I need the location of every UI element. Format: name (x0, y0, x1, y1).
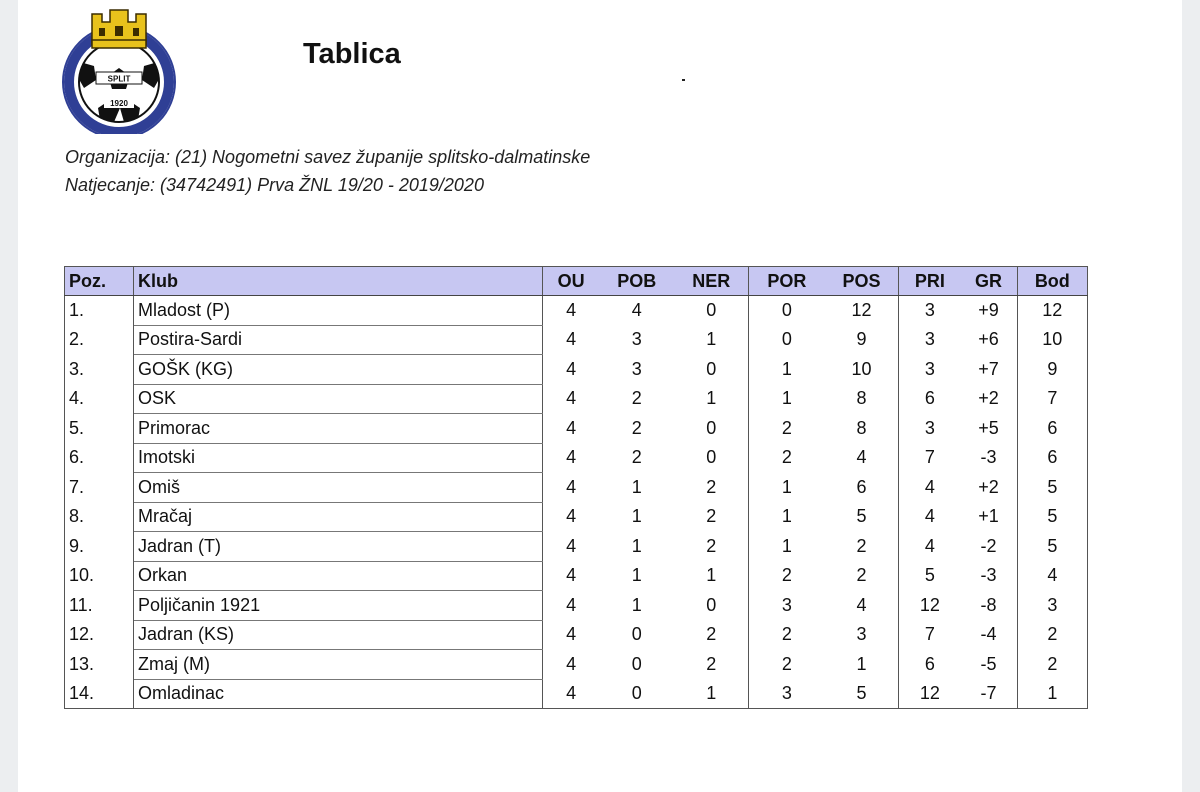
cell-bod: 6 (1047, 417, 1058, 438)
cell-poz: 11. (65, 591, 134, 621)
cell-por: 2 (781, 624, 792, 645)
table-row (65, 384, 1088, 414)
cell-klub: Jadran (KS) (134, 620, 543, 650)
cell-ou: 4 (566, 329, 577, 350)
cell-gr: -3 (960, 561, 1017, 591)
cell-bod: 9 (1047, 358, 1058, 379)
cell-pob: 4 (631, 300, 642, 320)
cell-pob: 3 (631, 329, 642, 350)
cell-pos: 5 (825, 502, 899, 532)
cell-por: 2 (781, 565, 792, 586)
cell-ou: 4 (566, 358, 577, 379)
cell-gr: -7 (960, 679, 1017, 709)
cell-bod: 5 (1047, 506, 1058, 527)
cell-gr: +1 (960, 502, 1017, 532)
cell-pri: 3 (924, 417, 935, 438)
standings-table (64, 266, 1088, 709)
cell-poz: 4. (65, 384, 134, 414)
cell-gr: +2 (960, 384, 1017, 414)
table-row (65, 532, 1088, 562)
cell-klub: Mladost (P) (134, 296, 543, 326)
cell-pri: 4 (924, 506, 935, 527)
cell-ou: 4 (566, 535, 577, 556)
cell-gr: +2 (960, 473, 1017, 503)
cell-poz: 13. (65, 650, 134, 680)
cell-klub: Omiš (134, 473, 543, 503)
cell-por: 2 (781, 653, 792, 674)
table-row (65, 355, 1088, 385)
cell-ou: 4 (566, 447, 577, 468)
cell-klub: Postira-Sardi (134, 325, 543, 355)
col-header-ou: OU (543, 267, 600, 296)
cell-por: 2 (781, 417, 792, 438)
logo-text-top: SPLIT (107, 74, 131, 84)
cell-klub: GOŠK (KG) (134, 355, 543, 385)
cell-klub: Zmaj (M) (134, 650, 543, 680)
cell-klub: Imotski (134, 443, 543, 473)
cell-ou: 4 (566, 565, 577, 586)
cell-por: 2 (781, 447, 792, 468)
cell-poz: 5. (65, 414, 134, 444)
cell-ou: 4 (566, 388, 577, 409)
col-header-poz: Poz. (65, 267, 134, 296)
table-row (65, 502, 1088, 532)
cell-gr: +5 (960, 414, 1017, 444)
cell-pri: 12 (919, 683, 940, 703)
logo-text-year: 1920 (110, 99, 128, 108)
cell-bod: 10 (1042, 329, 1063, 350)
table-row (65, 325, 1088, 355)
cell-por: 0 (781, 300, 792, 320)
cell-pob: 2 (631, 417, 642, 438)
cell-pos: 10 (825, 355, 899, 385)
cell-pob: 2 (631, 388, 642, 409)
cell-bod: 2 (1047, 624, 1058, 645)
cell-pri: 6 (924, 388, 935, 409)
cell-ou: 4 (566, 594, 577, 615)
cell-pos: 8 (825, 384, 899, 414)
cell-pos: 2 (825, 561, 899, 591)
cell-gr: +6 (960, 325, 1017, 355)
cell-pos: 3 (825, 620, 899, 650)
cell-klub: Orkan (134, 561, 543, 591)
col-header-pob: POB (599, 267, 674, 296)
cell-poz: 12. (65, 620, 134, 650)
cell-pri: 3 (924, 300, 935, 320)
cell-gr: -8 (960, 591, 1017, 621)
cell-poz: 1. (65, 296, 134, 326)
cell-ner: 0 (674, 296, 748, 326)
cell-pos: 8 (825, 414, 899, 444)
cell-pob: 0 (631, 624, 642, 645)
cell-pob: 0 (631, 683, 642, 703)
cell-pob: 1 (631, 506, 642, 527)
table-header-row (65, 267, 1088, 296)
page-title: Tablica (303, 38, 401, 70)
cell-bod: 7 (1047, 388, 1058, 409)
cell-ner: 2 (674, 532, 748, 562)
cell-pob: 1 (631, 594, 642, 615)
cell-ner: 1 (674, 384, 748, 414)
cell-ner: 0 (674, 591, 748, 621)
cell-pos: 12 (825, 296, 899, 326)
cell-por: 1 (781, 506, 792, 527)
cell-pri: 5 (924, 565, 935, 586)
cell-pos: 5 (825, 679, 899, 709)
cell-poz: 8. (65, 502, 134, 532)
cell-klub: Jadran (T) (134, 532, 543, 562)
cell-por: 1 (781, 388, 792, 409)
cell-klub: Mračaj (134, 502, 543, 532)
cell-ner: 2 (674, 620, 748, 650)
cell-por: 3 (781, 683, 792, 703)
cell-gr: -3 (960, 443, 1017, 473)
cell-por: 1 (781, 476, 792, 497)
cell-gr: +7 (960, 355, 1017, 385)
cell-ner: 0 (674, 414, 748, 444)
cell-klub: Omladinac (134, 679, 543, 709)
cell-gr: +9 (960, 296, 1017, 326)
cell-ner: 1 (674, 561, 748, 591)
cell-klub: Poljičanin 1921 (134, 591, 543, 621)
col-header-por: POR (749, 267, 825, 296)
cell-pri: 4 (924, 476, 935, 497)
cell-pri: 7 (924, 624, 935, 645)
cell-bod: 2 (1047, 653, 1058, 674)
table-row (65, 473, 1088, 503)
cell-poz: 7. (65, 473, 134, 503)
cell-gr: -5 (960, 650, 1017, 680)
cell-bod: 12 (1042, 300, 1063, 320)
table-row (65, 679, 1088, 709)
col-header-gr: GR (960, 267, 1017, 296)
cell-bod: 5 (1047, 535, 1058, 556)
cell-pob: 1 (631, 565, 642, 586)
table-row (65, 620, 1088, 650)
cell-ner: 1 (674, 325, 748, 355)
cell-ou: 4 (566, 653, 577, 674)
cell-ou: 4 (566, 506, 577, 527)
cell-pos: 1 (825, 650, 899, 680)
cell-pri: 12 (919, 594, 940, 615)
cell-bod: 6 (1047, 447, 1058, 468)
scan-speck (682, 79, 685, 81)
cell-gr: -2 (960, 532, 1017, 562)
cell-pos: 4 (825, 443, 899, 473)
col-header-bod: Bod (1017, 267, 1087, 296)
table-row (65, 650, 1088, 680)
table-row (65, 296, 1088, 326)
cell-pob: 1 (631, 535, 642, 556)
col-header-pos: POS (825, 267, 899, 296)
cell-por: 0 (781, 329, 792, 350)
cell-ner: 2 (674, 473, 748, 503)
cell-ou: 4 (566, 683, 577, 703)
cell-ner: 1 (674, 679, 748, 709)
cell-ou: 4 (566, 300, 577, 320)
cell-por: 1 (781, 535, 792, 556)
col-header-ner: NER (674, 267, 748, 296)
cell-pob: 3 (631, 358, 642, 379)
cell-pob: 2 (631, 447, 642, 468)
cell-pos: 9 (825, 325, 899, 355)
table-row (65, 561, 1088, 591)
table-row (65, 443, 1088, 473)
col-header-pri: PRI (899, 267, 961, 296)
cell-pri: 6 (924, 653, 935, 674)
cell-ner: 0 (674, 443, 748, 473)
cell-pos: 4 (825, 591, 899, 621)
cell-poz: 9. (65, 532, 134, 562)
cell-pos: 6 (825, 473, 899, 503)
cell-pos: 2 (825, 532, 899, 562)
association-logo (58, 4, 180, 134)
cell-bod: 4 (1047, 565, 1058, 586)
cell-bod: 5 (1047, 476, 1058, 497)
cell-por: 3 (781, 594, 792, 615)
cell-poz: 3. (65, 355, 134, 385)
organization-line: Organizacija: (21) Nogometni savez županije splitsko-dalmatinske (65, 147, 591, 167)
document-page (18, 0, 1182, 792)
cell-poz: 6. (65, 443, 134, 473)
cell-bod: 3 (1047, 594, 1058, 615)
cell-ner: 2 (674, 502, 748, 532)
cell-poz: 10. (65, 561, 134, 591)
col-header-klub: Klub (134, 267, 543, 296)
cell-pri: 3 (924, 358, 935, 379)
cell-klub: Primorac (134, 414, 543, 444)
cell-ou: 4 (566, 476, 577, 497)
cell-pri: 4 (924, 535, 935, 556)
cell-pob: 1 (631, 476, 642, 497)
cell-gr: -4 (960, 620, 1017, 650)
cell-por: 1 (781, 358, 792, 379)
competition-line: Natjecanje: (34742491) Prva ŽNL 19/20 - 2019/2020 (65, 175, 484, 195)
cell-ou: 4 (566, 417, 577, 438)
table-row (65, 414, 1088, 444)
cell-ner: 0 (674, 355, 748, 385)
cell-ou: 4 (566, 624, 577, 645)
cell-pri: 7 (924, 447, 935, 468)
table-row (65, 591, 1088, 621)
cell-poz: 14. (65, 679, 134, 709)
cell-poz: 2. (65, 325, 134, 355)
cell-bod: 1 (1047, 683, 1058, 703)
cell-klub: OSK (134, 384, 543, 414)
cell-ner: 2 (674, 650, 748, 680)
cell-pob: 0 (631, 653, 642, 674)
cell-pri: 3 (924, 329, 935, 350)
